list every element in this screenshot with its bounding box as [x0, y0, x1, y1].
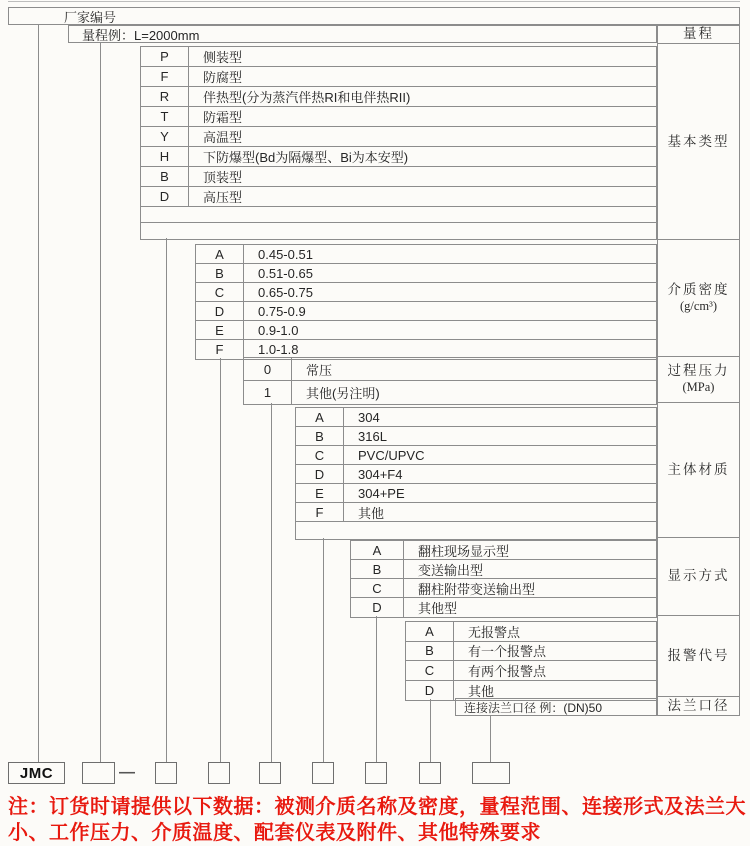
table-row-empty — [141, 207, 656, 223]
desc-cell: 常压 — [306, 362, 333, 378]
desc-cell: 变送输出型 — [418, 562, 484, 578]
connector-line — [166, 238, 167, 762]
label-column — [657, 25, 740, 716]
table-row — [141, 67, 656, 87]
code-cell: D — [351, 598, 404, 617]
dash-separator: — — [119, 764, 135, 781]
table-row — [296, 427, 656, 446]
code-box-alarm — [419, 762, 441, 784]
code-cell — [141, 223, 189, 239]
table-row — [141, 87, 656, 107]
section-label-density: 介质密度 (g/cm³) — [658, 240, 739, 357]
table-row — [244, 358, 656, 381]
table-row — [141, 47, 656, 67]
range-row — [68, 25, 657, 43]
code-cell: 1 — [244, 381, 292, 404]
desc-cell: 防腐型 — [203, 70, 243, 85]
code-cell: C — [351, 579, 404, 597]
table-row — [196, 245, 656, 264]
code-cell: E — [196, 321, 244, 339]
desc-cell: 304+PE — [358, 485, 405, 501]
table-row — [406, 622, 656, 642]
connector-line — [323, 538, 324, 762]
code-cell: C — [196, 283, 244, 301]
pressure-table — [243, 357, 657, 405]
table-row — [296, 465, 656, 484]
desc-cell: 1.0-1.8 — [258, 342, 299, 357]
code-cell: D — [406, 681, 454, 701]
table-row — [196, 321, 656, 340]
code-cell: C — [406, 661, 454, 680]
desc-cell: 防霜型 — [203, 110, 243, 125]
code-cell: E — [296, 484, 344, 502]
connector-line — [271, 403, 272, 762]
alarm-table — [405, 621, 657, 701]
section-label-display: 显示方式 — [658, 538, 739, 617]
table-row — [406, 642, 656, 662]
code-cell: T — [141, 107, 189, 126]
code-cell: B — [406, 642, 454, 661]
code-cell: Y — [141, 127, 189, 146]
table-row — [296, 408, 656, 427]
table-row — [141, 107, 656, 127]
flange-desc: 连接法兰口径 例：(DN)50 — [464, 700, 603, 715]
table-row — [351, 541, 656, 560]
table-row — [141, 167, 656, 187]
basic-type-table — [140, 46, 657, 240]
connector-line — [100, 43, 101, 762]
section-label-range: 量程 — [658, 26, 739, 44]
connector-line — [376, 616, 377, 762]
desc-cell: 0.65-0.75 — [258, 284, 313, 300]
code-box-density — [208, 762, 230, 784]
code-box-flange — [472, 762, 510, 784]
table-row — [351, 579, 656, 598]
desc-cell: 0.51-0.65 — [258, 265, 313, 281]
desc-cell: 其他 — [358, 505, 385, 521]
table-row — [244, 381, 656, 404]
table-row — [351, 598, 656, 617]
table-row — [351, 560, 656, 579]
desc-cell: 高压型 — [203, 190, 243, 205]
table-row-empty — [296, 522, 656, 539]
flange-row — [455, 698, 657, 716]
desc-cell: 顶装型 — [203, 170, 243, 185]
code-cell: B — [141, 167, 189, 186]
table-row — [196, 264, 656, 283]
code-cell: A — [351, 541, 404, 559]
desc-cell: 0.9-1.0 — [258, 322, 299, 338]
code-box-display — [365, 762, 387, 784]
table-row — [296, 484, 656, 503]
connector-line — [38, 25, 39, 762]
table-row — [296, 503, 656, 522]
code-cell: D — [296, 465, 344, 483]
desc-cell: 316L — [358, 428, 387, 444]
desc-cell: 高温型 — [203, 130, 243, 145]
code-cell: F — [141, 67, 189, 86]
code-cell: F — [196, 340, 244, 359]
code-box-material — [312, 762, 334, 784]
desc-cell: 0.75-0.9 — [258, 303, 306, 319]
table-row — [141, 147, 656, 167]
connector-line — [490, 716, 491, 762]
code-cell: C — [296, 446, 344, 464]
order-note: 注：订货时请提供以下数据：被测介质名称及密度，量程范围、连接形式及法兰大小、工作压力、介质温度、配套仪表及附件、其他特殊要求 — [8, 796, 746, 844]
code-cell: A — [296, 408, 344, 426]
code-cell: B — [296, 427, 344, 445]
code-cell: F — [296, 503, 344, 521]
display-mode-table — [350, 540, 657, 618]
table-row — [296, 446, 656, 465]
desc-cell: PVC/UPVC — [358, 447, 425, 463]
code-cell: R — [141, 87, 189, 106]
density-table — [195, 244, 657, 360]
code-cell: D — [141, 187, 189, 206]
range-example-label: 量程例：L=2000mm — [82, 27, 200, 43]
code-box-pressure — [259, 762, 281, 784]
code-box-manufacturer — [82, 762, 115, 784]
desc-cell: 304+F4 — [358, 466, 403, 482]
model-prefix-box: JMC — [8, 762, 65, 784]
material-table — [295, 407, 657, 540]
desc-cell: 0.45-0.51 — [258, 246, 313, 262]
code-box-basic-type — [155, 762, 177, 784]
table-row — [406, 661, 656, 681]
section-label-basic-type: 基本类型 — [658, 44, 739, 240]
desc-cell: 翻柱附带变送输出型 — [418, 581, 536, 597]
code-cell — [141, 207, 189, 222]
desc-cell: 其他型 — [418, 601, 458, 616]
desc-cell: 下防爆型(Bd为隔爆型、Bi为本安型) — [203, 150, 409, 165]
code-cell: B — [351, 560, 404, 578]
connector-line — [430, 699, 431, 762]
section-label-material: 主体材质 — [658, 403, 739, 538]
code-cell: B — [196, 264, 244, 282]
table-row — [141, 187, 656, 207]
section-label-alarm: 报警代号 — [658, 616, 739, 697]
manufacturer-code-box — [8, 7, 740, 25]
code-cell: 0 — [244, 358, 292, 380]
desc-cell: 其他 — [468, 683, 495, 699]
connector-line — [220, 358, 221, 762]
desc-cell: 有两个报警点 — [468, 663, 547, 679]
table-row — [196, 302, 656, 321]
top-border-line — [8, 1, 740, 2]
manufacturer-code-label: 厂家编号 — [64, 9, 117, 25]
desc-cell: 翻柱现场显示型 — [418, 543, 510, 559]
table-row — [141, 127, 656, 147]
desc-cell: 304 — [358, 409, 380, 425]
section-label-flange: 法兰口径 — [667, 698, 730, 714]
desc-cell: 无报警点 — [468, 624, 521, 640]
code-cell: D — [196, 302, 244, 320]
table-row-empty — [141, 223, 656, 239]
code-cell: A — [196, 245, 244, 263]
code-cell — [296, 522, 344, 539]
section-label-pressure: 过程压力 (MPa) — [658, 357, 739, 403]
desc-cell: 侧装型 — [203, 50, 243, 65]
desc-cell: 伴热型(分为蒸汽伴热RI和电伴热RII) — [203, 90, 411, 105]
code-cell: H — [141, 147, 189, 166]
table-row — [196, 283, 656, 302]
code-cell: A — [406, 622, 454, 641]
desc-cell: 有一个报警点 — [468, 644, 547, 660]
desc-cell: 其他(另注明) — [306, 386, 380, 401]
code-cell: P — [141, 47, 189, 66]
